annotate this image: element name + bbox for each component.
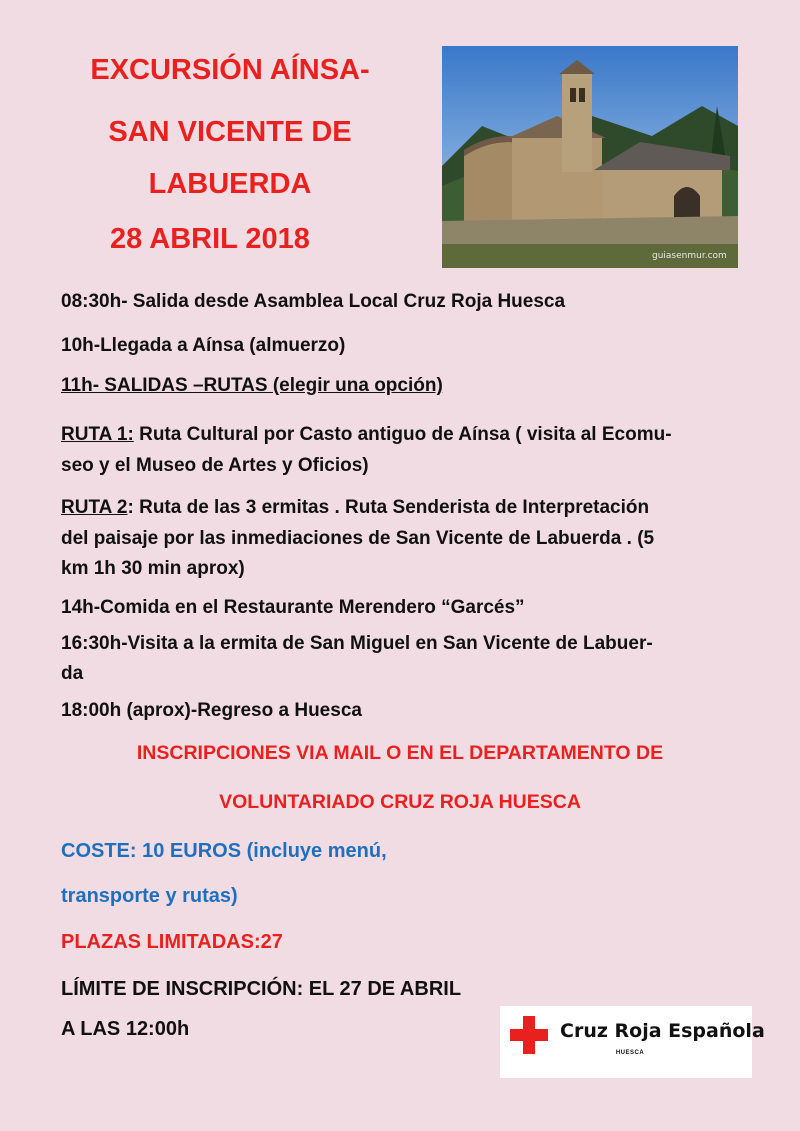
limite-line-1: LÍMITE DE INSCRIPCIÓN: EL 27 DE ABRIL: [61, 978, 462, 1000]
title-line-2: SAN VICENTE DE: [108, 116, 352, 148]
plazas-limitadas: PLAZAS LIMITADAS:27: [61, 931, 283, 953]
title-date: 28 ABRIL 2018: [110, 223, 310, 255]
schedule-item-1: 08:30h- Salida desde Asamblea Local Cruz Roja Huesca: [61, 291, 566, 312]
schedule-item-8: 18:00h (aprox)-Regreso a Huesca: [61, 700, 362, 721]
church-photo: [442, 46, 738, 268]
ruta-2-label: RUTA 2: [61, 497, 128, 518]
schedule-item-7-line-1: 16:30h-Visita a la ermita de San Miguel en San Vicente de Labuer-: [61, 633, 653, 654]
limite-line-2: A LAS 12:00h: [61, 1018, 190, 1040]
schedule-item-6: 14h-Comida en el Restaurante Merendero “Garcés”: [61, 597, 525, 618]
photo-watermark: guiasenmur.com: [652, 251, 727, 261]
inscripciones-line-1: INSCRIPCIONES VIA MAIL O EN EL DEPARTAMENTO DE: [136, 742, 664, 764]
ruta-2-line-1: [61, 491, 740, 525]
title-line-3: LABUERDA: [148, 168, 312, 200]
ruta-1-line-1: [61, 418, 740, 452]
inscripciones-line-2: VOLUNTARIADO CRUZ ROJA HUESCA: [219, 791, 581, 813]
logo-sub: HUESCA: [615, 1050, 645, 1056]
title-line-1: EXCURSIÓN AÍNSA-: [90, 54, 370, 86]
coste-line-2: transporte y rutas): [61, 885, 238, 907]
ruta-1-label: RUTA 1:: [61, 424, 134, 445]
ruta-2-line-2: del paisaje por las inmediaciones de San Vicente de Labuerda . (5: [61, 528, 655, 549]
ruta-2-line-3: km 1h 30 min aprox): [61, 558, 245, 579]
cruz-roja-logo: [500, 1006, 765, 1078]
red-cross-icon: [510, 1016, 548, 1054]
schedule-item-2: 10h-Llegada a Aínsa (almuerzo): [61, 335, 346, 356]
coste-line-1: COSTE: 10 EUROS (incluye menú,: [61, 840, 387, 862]
ruta-1-text: Ruta Cultural por Casto antiguo de Aínsa ( visita al Ecomu-: [133, 424, 672, 445]
schedule-item-7-line-2: da: [61, 663, 84, 684]
logo-name: Cruz Roja Española: [560, 1020, 765, 1042]
ruta-2-text: : Ruta de las 3 ermitas . Ruta Senderista de Interpretación: [127, 497, 650, 518]
ruta-1-line-2: seo y el Museo de Artes y Oficios): [61, 455, 369, 476]
schedule-item-3: 11h- SALIDAS –RUTAS (elegir una opción): [61, 375, 443, 396]
